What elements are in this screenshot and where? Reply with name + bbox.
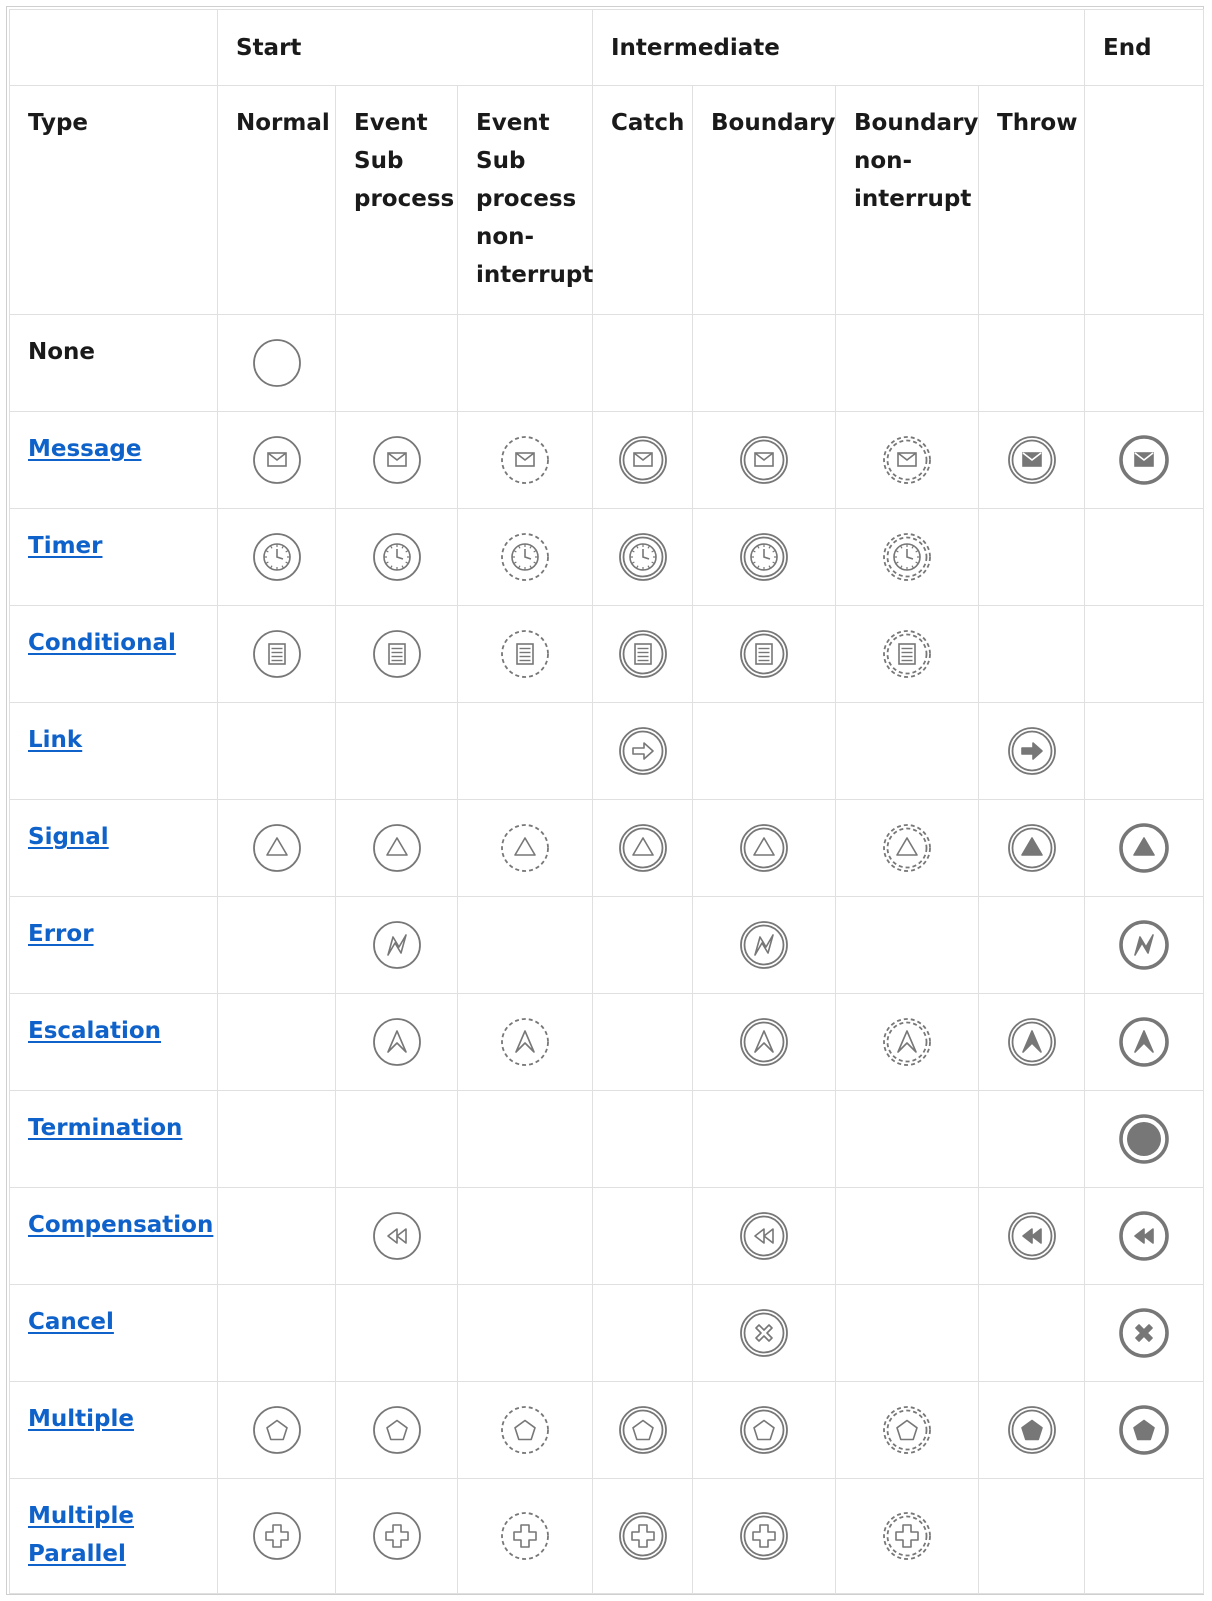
conditional-icon (881, 628, 933, 680)
signal-icon (251, 822, 303, 874)
link-icon (617, 725, 669, 777)
none-icon (251, 337, 303, 389)
icon-cell-boundary (693, 994, 836, 1091)
signal-icon (1006, 822, 1058, 874)
icon-cell-throw (979, 1285, 1085, 1382)
icon-cell-event-sub-nonint (458, 412, 593, 509)
icon-cell-throw (979, 897, 1085, 994)
timer-icon (371, 531, 423, 583)
icon-cell-event-sub (336, 1091, 458, 1188)
compensation-icon (738, 1210, 790, 1262)
icon-cell-event-sub (336, 509, 458, 606)
type-link[interactable]: Termination (28, 1115, 183, 1141)
icon-cell-boundary-nonint (836, 897, 979, 994)
column-header-row (10, 86, 1204, 315)
type-link[interactable]: Cancel (28, 1309, 114, 1335)
multiple-icon (738, 1404, 790, 1456)
type-cell (10, 315, 218, 412)
icon-cell-event-sub-nonint (458, 1382, 593, 1479)
icon-cell-catch (593, 1285, 693, 1382)
cancel-icon (1118, 1307, 1170, 1359)
table-row (10, 800, 1204, 897)
icon-cell-boundary-nonint (836, 1188, 979, 1285)
parallel-multiple-icon (617, 1510, 669, 1562)
icon-cell-boundary (693, 509, 836, 606)
icon-cell-event-sub (336, 703, 458, 800)
icon-cell-normal (218, 800, 336, 897)
icon-cell-normal (218, 703, 336, 800)
icon-cell-catch (593, 800, 693, 897)
icon-cell-end (1085, 897, 1204, 994)
type-cell (10, 897, 218, 994)
icon-cell-boundary (693, 1479, 836, 1594)
parallel-multiple-icon (251, 1510, 303, 1562)
icon-cell-catch (593, 1479, 693, 1594)
icon-cell-boundary (693, 1382, 836, 1479)
compensation-icon (371, 1210, 423, 1262)
icon-cell-boundary (693, 1285, 836, 1382)
parallel-multiple-icon (738, 1510, 790, 1562)
message-icon (738, 434, 790, 486)
icon-cell-throw (979, 1479, 1085, 1594)
icon-cell-throw (979, 800, 1085, 897)
icon-cell-end (1085, 994, 1204, 1091)
escalation-icon (1118, 1016, 1170, 1068)
icon-cell-throw (979, 1091, 1085, 1188)
icon-cell-end (1085, 703, 1204, 800)
type-cell (10, 1285, 218, 1382)
column-header-type: Type (10, 86, 218, 315)
message-icon (1118, 434, 1170, 486)
table-row (10, 606, 1204, 703)
column-header-catch: Catch (593, 86, 693, 315)
icon-cell-throw (979, 509, 1085, 606)
icon-cell-event-sub-nonint (458, 800, 593, 897)
timer-icon (499, 531, 551, 583)
group-header-intermediate: Intermediate (593, 10, 1085, 86)
escalation-icon (738, 1016, 790, 1068)
type-cell (10, 606, 218, 703)
type-link[interactable]: Multiple (28, 1406, 134, 1432)
type-cell (10, 800, 218, 897)
type-cell (10, 1188, 218, 1285)
group-header-row (10, 10, 1204, 86)
type-cell (10, 412, 218, 509)
icon-cell-event-sub (336, 800, 458, 897)
conditional-icon (251, 628, 303, 680)
icon-cell-throw (979, 1382, 1085, 1479)
icon-cell-boundary-nonint (836, 1382, 979, 1479)
icon-cell-event-sub (336, 994, 458, 1091)
multiple-icon (617, 1404, 669, 1456)
signal-icon (617, 822, 669, 874)
group-header-end: End (1085, 10, 1204, 86)
message-icon (617, 434, 669, 486)
parallel-multiple-icon (499, 1510, 551, 1562)
icon-cell-normal (218, 606, 336, 703)
termination-icon (1118, 1113, 1170, 1165)
multiple-icon (499, 1404, 551, 1456)
type-link[interactable]: Error (28, 921, 94, 947)
icon-cell-boundary (693, 897, 836, 994)
icon-cell-event-sub-nonint (458, 509, 593, 606)
icon-cell-event-sub (336, 1382, 458, 1479)
icon-cell-event-sub-nonint (458, 606, 593, 703)
type-link[interactable]: Message (28, 436, 142, 462)
compensation-icon (1118, 1210, 1170, 1262)
timer-icon (617, 531, 669, 583)
icon-cell-event-sub (336, 1188, 458, 1285)
error-icon (1118, 919, 1170, 971)
icon-cell-boundary-nonint (836, 1479, 979, 1594)
icon-cell-normal (218, 412, 336, 509)
icon-cell-catch (593, 1188, 693, 1285)
timer-icon (251, 531, 303, 583)
icon-cell-boundary (693, 800, 836, 897)
column-header-event-sub-process: Event Sub process (336, 86, 458, 315)
type-cell (10, 994, 218, 1091)
icon-cell-event-sub-nonint (458, 1091, 593, 1188)
escalation-icon (881, 1016, 933, 1068)
icon-cell-event-sub-nonint (458, 994, 593, 1091)
type-cell (10, 703, 218, 800)
icon-cell-event-sub-nonint (458, 1188, 593, 1285)
timer-icon (881, 531, 933, 583)
cancel-icon (738, 1307, 790, 1359)
signal-icon (1118, 822, 1170, 874)
type-cell (10, 1382, 218, 1479)
icon-cell-event-sub (336, 315, 458, 412)
icon-cell-normal (218, 1382, 336, 1479)
column-header-event-sub-process-non-interrupt: Event Sub process non-interrupt (458, 86, 593, 315)
type-link[interactable]: Compensation (28, 1212, 214, 1238)
icon-cell-normal (218, 994, 336, 1091)
icon-cell-event-sub (336, 1285, 458, 1382)
message-icon (251, 434, 303, 486)
bpmn-event-table (9, 9, 1204, 1594)
icon-cell-boundary (693, 315, 836, 412)
type-link[interactable]: Timer (28, 533, 103, 559)
icon-cell-event-sub (336, 606, 458, 703)
icon-cell-end (1085, 1479, 1204, 1594)
icon-cell-boundary-nonint (836, 412, 979, 509)
multiple-icon (371, 1404, 423, 1456)
link-icon (1006, 725, 1058, 777)
icon-cell-catch (593, 1091, 693, 1188)
type-label: None (28, 339, 96, 365)
type-cell (10, 509, 218, 606)
multiple-icon (1006, 1404, 1058, 1456)
table-row (10, 1382, 1204, 1479)
bpmn-event-table-frame (6, 6, 1204, 1595)
icon-cell-end (1085, 800, 1204, 897)
signal-icon (738, 822, 790, 874)
icon-cell-throw (979, 994, 1085, 1091)
icon-cell-catch (593, 509, 693, 606)
error-icon (371, 919, 423, 971)
column-header-end-empty (1085, 86, 1204, 315)
icon-cell-boundary-nonint (836, 1285, 979, 1382)
column-header-throw: Throw (979, 86, 1085, 315)
icon-cell-normal (218, 1188, 336, 1285)
header-empty (10, 10, 218, 86)
icon-cell-throw (979, 412, 1085, 509)
multiple-icon (251, 1404, 303, 1456)
type-link[interactable]: Multiple Parallel (28, 1503, 134, 1567)
icon-cell-event-sub (336, 1479, 458, 1594)
event-rows (10, 315, 1204, 1594)
icon-cell-normal (218, 1091, 336, 1188)
signal-icon (499, 822, 551, 874)
table-row (10, 412, 1204, 509)
multiple-icon (881, 1404, 933, 1456)
icon-cell-catch (593, 994, 693, 1091)
icon-cell-end (1085, 1091, 1204, 1188)
type-link[interactable]: Signal (28, 824, 109, 850)
type-link[interactable]: Escalation (28, 1018, 162, 1044)
icon-cell-throw (979, 703, 1085, 800)
error-icon (738, 919, 790, 971)
icon-cell-throw (979, 606, 1085, 703)
type-link[interactable]: Conditional (28, 630, 176, 656)
icon-cell-catch (593, 412, 693, 509)
icon-cell-end (1085, 315, 1204, 412)
conditional-icon (371, 628, 423, 680)
icon-cell-event-sub-nonint (458, 703, 593, 800)
escalation-icon (1006, 1016, 1058, 1068)
icon-cell-end (1085, 1382, 1204, 1479)
conditional-icon (617, 628, 669, 680)
icon-cell-event-sub (336, 412, 458, 509)
table-row (10, 509, 1204, 606)
icon-cell-boundary (693, 1188, 836, 1285)
signal-icon (371, 822, 423, 874)
icon-cell-event-sub-nonint (458, 315, 593, 412)
table-row (10, 1091, 1204, 1188)
icon-cell-event-sub (336, 897, 458, 994)
conditional-icon (738, 628, 790, 680)
type-cell (10, 1091, 218, 1188)
icon-cell-boundary-nonint (836, 703, 979, 800)
icon-cell-catch (593, 315, 693, 412)
message-icon (371, 434, 423, 486)
icon-cell-normal (218, 1479, 336, 1594)
table-row (10, 315, 1204, 412)
type-cell (10, 1479, 218, 1594)
icon-cell-end (1085, 1285, 1204, 1382)
message-icon (1006, 434, 1058, 486)
type-link[interactable]: Link (28, 727, 83, 753)
escalation-icon (371, 1016, 423, 1068)
table-row (10, 897, 1204, 994)
icon-cell-boundary-nonint (836, 315, 979, 412)
icon-cell-normal (218, 315, 336, 412)
icon-cell-catch (593, 1382, 693, 1479)
icon-cell-event-sub-nonint (458, 897, 593, 994)
conditional-icon (499, 628, 551, 680)
icon-cell-normal (218, 897, 336, 994)
icon-cell-boundary (693, 703, 836, 800)
icon-cell-boundary-nonint (836, 994, 979, 1091)
icon-cell-end (1085, 412, 1204, 509)
icon-cell-end (1085, 1188, 1204, 1285)
icon-cell-catch (593, 606, 693, 703)
table-row (10, 1479, 1204, 1594)
group-header-start: Start (218, 10, 593, 86)
parallel-multiple-icon (881, 1510, 933, 1562)
icon-cell-boundary-nonint (836, 1091, 979, 1188)
icon-cell-boundary-nonint (836, 606, 979, 703)
icon-cell-boundary (693, 1091, 836, 1188)
icon-cell-catch (593, 897, 693, 994)
icon-cell-event-sub-nonint (458, 1479, 593, 1594)
table-row (10, 1188, 1204, 1285)
table-row (10, 994, 1204, 1091)
parallel-multiple-icon (371, 1510, 423, 1562)
column-header-boundary: Boundary (693, 86, 836, 315)
icon-cell-boundary-nonint (836, 509, 979, 606)
icon-cell-event-sub-nonint (458, 1285, 593, 1382)
icon-cell-throw (979, 1188, 1085, 1285)
icon-cell-end (1085, 606, 1204, 703)
icon-cell-boundary (693, 606, 836, 703)
compensation-icon (1006, 1210, 1058, 1262)
escalation-icon (499, 1016, 551, 1068)
message-icon (881, 434, 933, 486)
message-icon (499, 434, 551, 486)
table-row (10, 703, 1204, 800)
icon-cell-boundary (693, 412, 836, 509)
column-header-normal: Normal (218, 86, 336, 315)
multiple-icon (1118, 1404, 1170, 1456)
icon-cell-end (1085, 509, 1204, 606)
icon-cell-boundary-nonint (836, 800, 979, 897)
icon-cell-normal (218, 509, 336, 606)
signal-icon (881, 822, 933, 874)
timer-icon (738, 531, 790, 583)
icon-cell-normal (218, 1285, 336, 1382)
table-row (10, 1285, 1204, 1382)
icon-cell-catch (593, 703, 693, 800)
icon-cell-throw (979, 315, 1085, 412)
column-header-boundary-non-interrupt: Boundary non-interrupt (836, 86, 979, 315)
